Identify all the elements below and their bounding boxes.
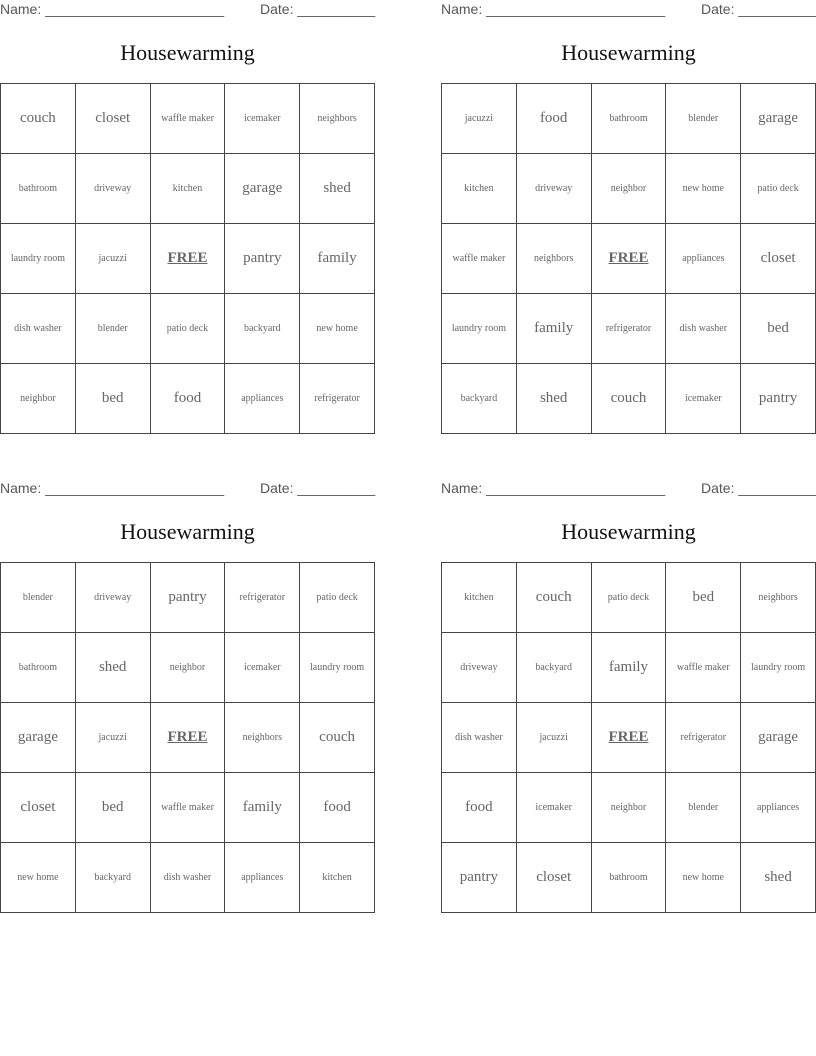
bingo-cell: shed: [300, 154, 375, 224]
bingo-cell: waffle maker: [151, 84, 226, 154]
bingo-cell: laundry room: [1, 224, 76, 294]
bingo-grid: [441, 83, 816, 434]
bingo-cell: appliances: [225, 843, 300, 913]
bingo-cell: laundry room: [741, 633, 816, 703]
bingo-cell: food: [517, 84, 592, 154]
bingo-cell: waffle maker: [151, 773, 226, 843]
bingo-cell: driveway: [76, 154, 151, 224]
bingo-cell: icemaker: [225, 84, 300, 154]
bingo-cell: backyard: [517, 633, 592, 703]
bingo-cell: bed: [666, 563, 741, 633]
name-field-label: Name: _______________________: [0, 1, 225, 17]
bingo-cell: garage: [741, 703, 816, 773]
bingo-cell: jacuzzi: [76, 224, 151, 294]
bingo-cell: pantry: [151, 563, 226, 633]
free-space-cell: FREE: [151, 703, 226, 773]
bingo-cell: new home: [666, 154, 741, 224]
bingo-cell: closet: [517, 843, 592, 913]
bingo-cell: neighbors: [517, 224, 592, 294]
bingo-cell: shed: [517, 364, 592, 434]
bingo-cell: appliances: [666, 224, 741, 294]
bingo-cell: family: [517, 294, 592, 364]
bingo-cell: food: [300, 773, 375, 843]
bingo-cell: blender: [666, 773, 741, 843]
bingo-cell: garage: [1, 703, 76, 773]
bingo-cell: driveway: [517, 154, 592, 224]
bingo-cell: closet: [76, 84, 151, 154]
bingo-cell: neighbors: [741, 563, 816, 633]
bingo-cell: jacuzzi: [442, 84, 517, 154]
bingo-cell: icemaker: [225, 633, 300, 703]
bingo-cell: neighbor: [592, 154, 667, 224]
card-title: Housewarming: [120, 40, 255, 65]
date-field-label: Date: __________: [260, 1, 376, 17]
bingo-cell: dish washer: [151, 843, 226, 913]
bingo-cell: dish washer: [666, 294, 741, 364]
bingo-cell: blender: [1, 563, 76, 633]
bingo-grid: [441, 562, 816, 913]
bingo-grid: [0, 83, 375, 434]
card-header: [441, 480, 816, 500]
card-title: Housewarming: [561, 40, 696, 65]
bingo-cell: closet: [1, 773, 76, 843]
bingo-cell: kitchen: [442, 563, 517, 633]
bingo-card-1: [0, 0, 375, 435]
bingo-cell: bed: [741, 294, 816, 364]
bingo-cell: refrigerator: [592, 294, 667, 364]
bingo-cell: waffle maker: [442, 224, 517, 294]
bingo-cell: refrigerator: [300, 364, 375, 434]
bingo-cell: kitchen: [442, 154, 517, 224]
bingo-card-3: [0, 479, 375, 914]
bingo-cell: refrigerator: [666, 703, 741, 773]
bingo-cell: appliances: [741, 773, 816, 843]
bingo-cell: jacuzzi: [517, 703, 592, 773]
bingo-cell: bathroom: [1, 633, 76, 703]
bingo-cell: bathroom: [592, 84, 667, 154]
bingo-cell: closet: [741, 224, 816, 294]
bingo-cell: couch: [300, 703, 375, 773]
bingo-cell: blender: [666, 84, 741, 154]
bingo-cell: couch: [517, 563, 592, 633]
bingo-cell: new home: [300, 294, 375, 364]
bingo-cell: food: [442, 773, 517, 843]
bingo-cell: refrigerator: [225, 563, 300, 633]
bingo-cell: garage: [225, 154, 300, 224]
bingo-cell: new home: [1, 843, 76, 913]
bingo-cell: neighbor: [592, 773, 667, 843]
bingo-cell: backyard: [76, 843, 151, 913]
bingo-cell: family: [592, 633, 667, 703]
card-header: [441, 1, 816, 21]
bingo-cell: driveway: [76, 563, 151, 633]
bingo-cell: family: [300, 224, 375, 294]
bingo-cell: shed: [76, 633, 151, 703]
bingo-cell: pantry: [225, 224, 300, 294]
bingo-cell: driveway: [442, 633, 517, 703]
bingo-cell: neighbors: [225, 703, 300, 773]
bingo-cell: blender: [76, 294, 151, 364]
bingo-cell: backyard: [225, 294, 300, 364]
bingo-cell: neighbor: [151, 633, 226, 703]
bingo-cell: food: [151, 364, 226, 434]
bingo-cell: patio deck: [300, 563, 375, 633]
bingo-cell: patio deck: [592, 563, 667, 633]
bingo-cell: backyard: [442, 364, 517, 434]
bingo-cell: icemaker: [517, 773, 592, 843]
bingo-cell: bathroom: [592, 843, 667, 913]
bingo-cell: family: [225, 773, 300, 843]
name-field-label: Name: _______________________: [441, 480, 666, 496]
bingo-cell: patio deck: [741, 154, 816, 224]
name-field-label: Name: _______________________: [0, 480, 225, 496]
card-header: [0, 480, 375, 500]
bingo-cell: kitchen: [151, 154, 226, 224]
bingo-cell: couch: [592, 364, 667, 434]
bingo-cell: new home: [666, 843, 741, 913]
card-header: [0, 1, 375, 21]
bingo-cell: dish washer: [1, 294, 76, 364]
bingo-cell: laundry room: [300, 633, 375, 703]
bingo-cell: jacuzzi: [76, 703, 151, 773]
bingo-cell: dish washer: [442, 703, 517, 773]
bingo-cell: pantry: [741, 364, 816, 434]
bingo-cell: garage: [741, 84, 816, 154]
bingo-cell: couch: [1, 84, 76, 154]
bingo-card-4: [441, 479, 816, 914]
bingo-cell: kitchen: [300, 843, 375, 913]
bingo-cell: bathroom: [1, 154, 76, 224]
bingo-cell: waffle maker: [666, 633, 741, 703]
bingo-cell: laundry room: [442, 294, 517, 364]
date-field-label: Date: __________: [701, 480, 816, 496]
date-field-label: Date: __________: [260, 480, 376, 496]
card-title: Housewarming: [561, 519, 696, 544]
bingo-cell: shed: [741, 843, 816, 913]
bingo-cell: bed: [76, 773, 151, 843]
bingo-cell: icemaker: [666, 364, 741, 434]
free-space-cell: FREE: [151, 224, 226, 294]
date-field-label: Date: __________: [701, 1, 816, 17]
bingo-cell: appliances: [225, 364, 300, 434]
bingo-cell: patio deck: [151, 294, 226, 364]
bingo-cell: bed: [76, 364, 151, 434]
name-field-label: Name: _______________________: [441, 1, 666, 17]
bingo-card-2: [441, 0, 816, 435]
bingo-grid: [0, 562, 375, 913]
bingo-cell: neighbors: [300, 84, 375, 154]
bingo-cell: neighbor: [1, 364, 76, 434]
card-title: Housewarming: [120, 519, 255, 544]
free-space-cell: FREE: [592, 703, 667, 773]
free-space-cell: FREE: [592, 224, 667, 294]
bingo-cell: pantry: [442, 843, 517, 913]
